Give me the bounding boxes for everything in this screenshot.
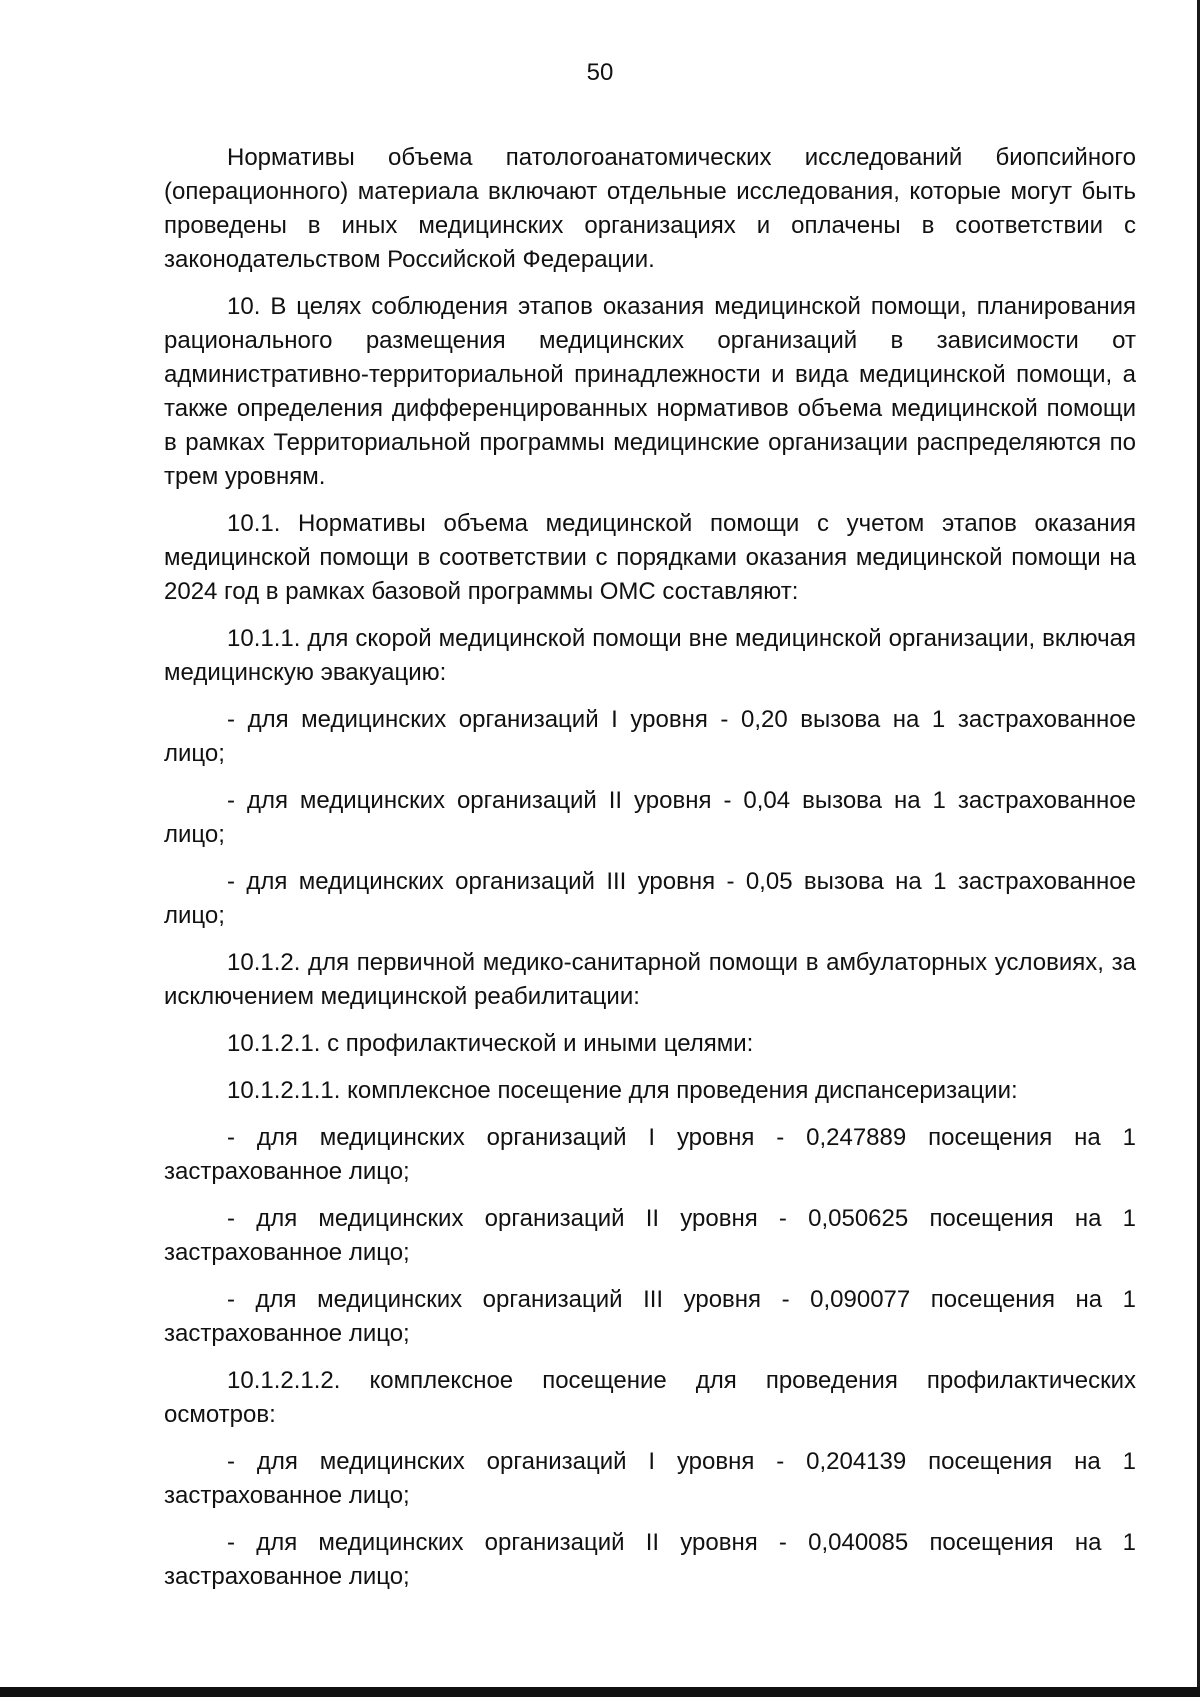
list-item: - для медицинских организаций I уровня - 0,247889 посещения на 1 застрахованное лицо; <box>164 1124 1136 1185</box>
paragraph: 10.1.2. для первичной медико-санитарной помощи в амбулаторных условиях, за исключением медицинской реабилитации: <box>164 949 1136 1010</box>
document-body <box>164 141 1136 1607</box>
paragraph: 10.1.2.1.1. комплексное посещение для проведения диспансеризации: <box>227 1077 1018 1104</box>
page-number: 50 <box>586 59 614 86</box>
paragraph: 10.1.2.1.2. комплексное посещение для проведения профилактических осмотров: <box>164 1367 1136 1428</box>
paragraph: 10.1.1. для скорой медицинской помощи вне медицинской организации, включая медицинскую эвакуацию: <box>164 625 1136 686</box>
list-item: - для медицинских организаций I уровня - 0,204139 посещения на 1 застрахованное лицо; <box>164 1448 1136 1509</box>
list-item: - для медицинских организаций I уровня - 0,20 вызова на 1 застрахованное лицо; <box>164 706 1136 767</box>
paragraph: 10.1.2.1. с профилактической и иными целями: <box>227 1030 754 1057</box>
paragraph: 10. В целях соблюдения этапов оказания медицинской помощи, планирования рационального размещения медицинских организаций в зависимости от административно-территориальной принадлежности и вида медицинской помощи, а также определения дифференцированных нормативов объема медицинской помощи в рамках Территориальной программы медицинские организации распределяются по трем уровням. <box>164 293 1136 490</box>
list-item: - для медицинских организаций II уровня - 0,050625 посещения на 1 застрахованное лицо; <box>164 1205 1136 1266</box>
scan-bottom-edge <box>0 1687 1200 1697</box>
list-item: - для медицинских организаций II уровня - 0,04 вызова на 1 застрахованное лицо; <box>164 787 1136 848</box>
list-item: - для медицинских организаций III уровня - 0,090077 посещения на 1 застрахованное лицо; <box>164 1286 1136 1347</box>
list-item: - для медицинских организаций III уровня - 0,05 вызова на 1 застрахованное лицо; <box>164 868 1136 929</box>
list-item: - для медицинских организаций II уровня - 0,040085 посещения на 1 застрахованное лицо; <box>164 1529 1136 1590</box>
paragraph: Нормативы объема патологоанатомических исследований биопсийного (операционного) материала включают отдельные исследования, которые могут быть проведены в иных медицинских организациях и оплачены в соответствии с законодательством Российской Федерации. <box>164 144 1136 273</box>
paragraph: 10.1. Нормативы объема медицинской помощи с учетом этапов оказания медицинской помощи в соответствии с порядками оказания медицинской помощи на 2024 год в рамках базовой программы ОМС составляют: <box>164 510 1136 605</box>
